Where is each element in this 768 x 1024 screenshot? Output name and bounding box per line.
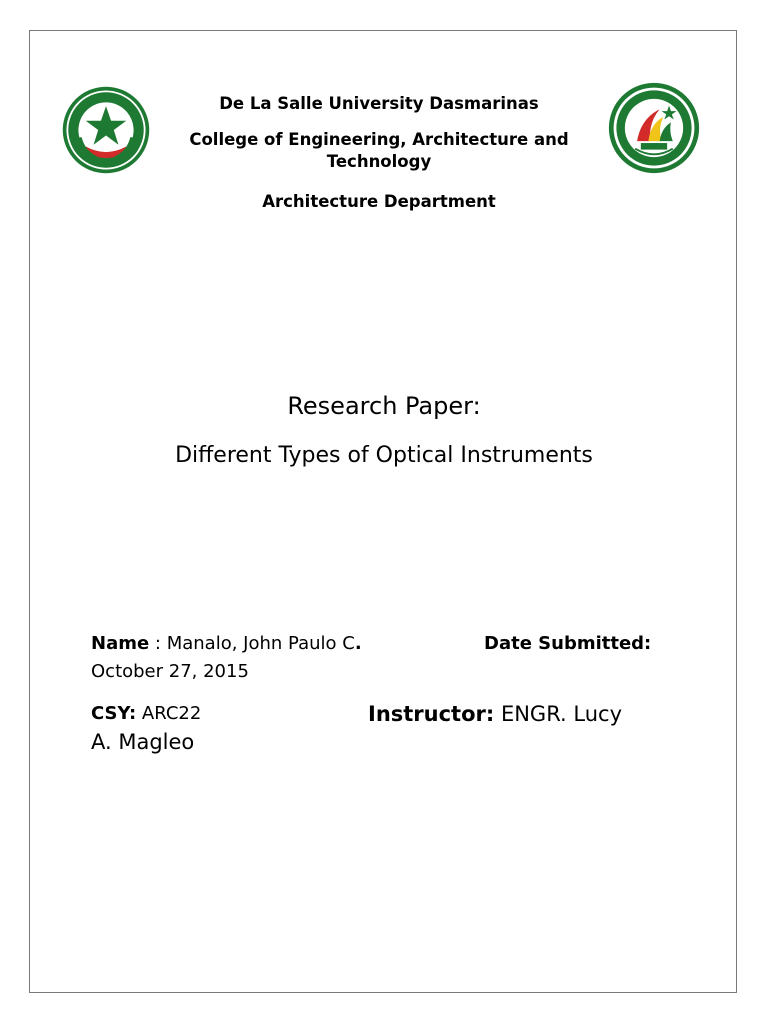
instructor-label: Instructor: xyxy=(368,702,495,726)
date-value: October 27, 2015 xyxy=(91,661,249,682)
name-date-block xyxy=(91,630,681,682)
department-name: Architecture Department xyxy=(262,192,496,211)
csy-label: CSY: xyxy=(91,703,137,724)
instructor-value: ENGR. Lucy xyxy=(494,702,623,726)
name-separator: : xyxy=(149,633,167,654)
university-name: De La Salle University Dasmarinas xyxy=(219,94,539,113)
name-label: Name xyxy=(91,633,150,654)
university-seal-icon xyxy=(60,84,152,176)
name-value: Manalo, John Paulo C xyxy=(166,633,355,654)
paper-title: Research Paper: xyxy=(287,392,481,420)
paper-subtitle: Different Types of Optical Instruments xyxy=(175,443,593,468)
csy-instructor-block xyxy=(91,700,681,754)
date-label: Date Submitted: xyxy=(484,633,652,654)
csy-value: ARC22 xyxy=(136,703,202,724)
college-seal-icon xyxy=(607,80,701,176)
instructor-value-continued: A. Magleo xyxy=(91,730,195,754)
college-name: College of Engineering, Architecture and Technology xyxy=(189,130,569,171)
name-period: . xyxy=(354,633,362,654)
